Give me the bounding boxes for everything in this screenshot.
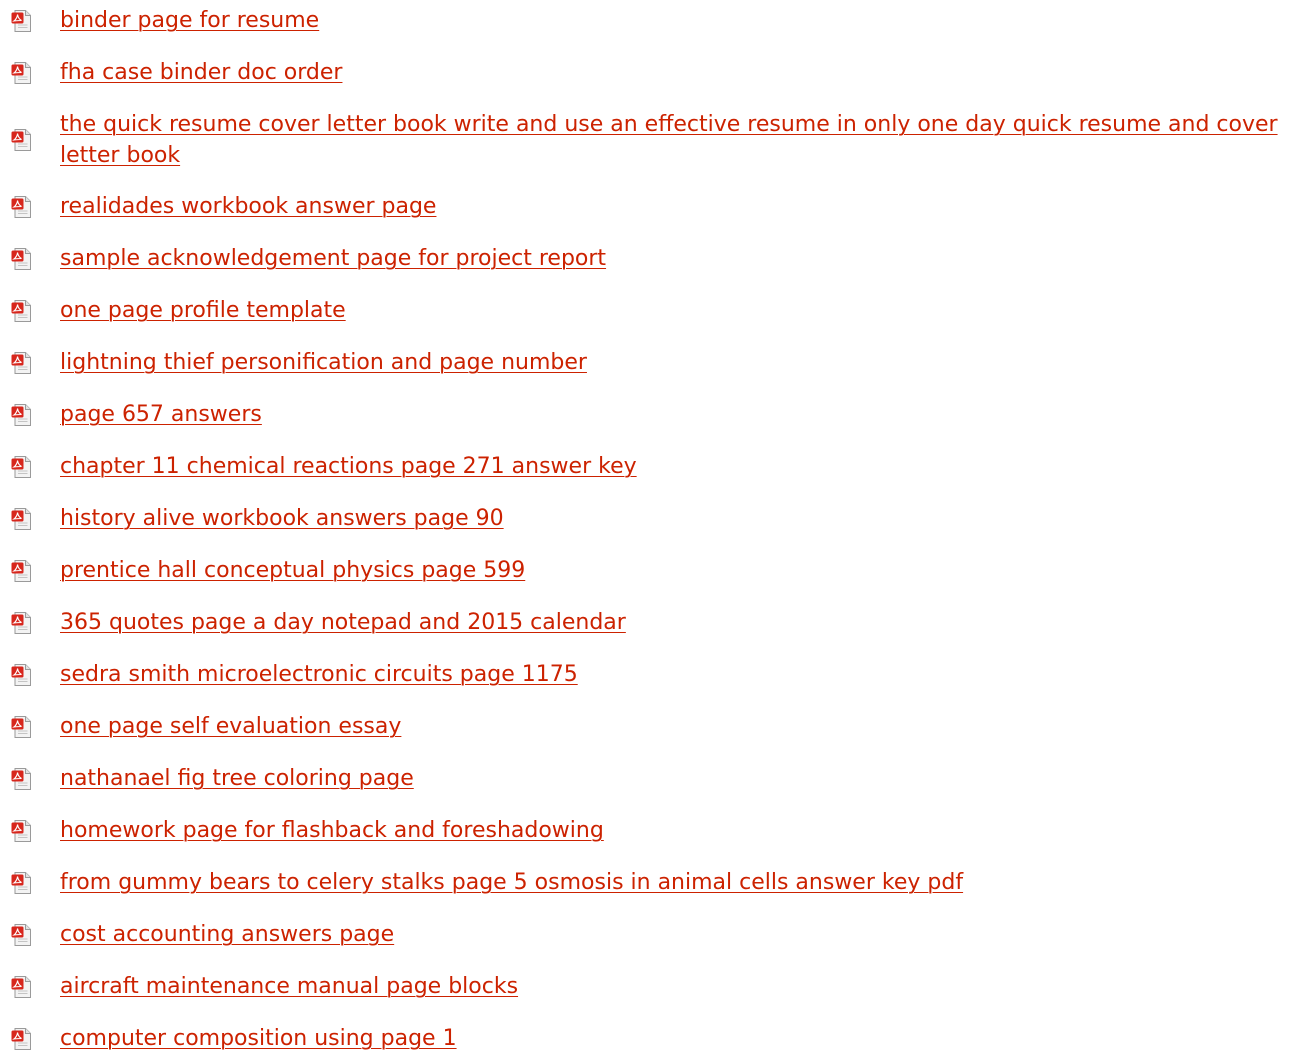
pdf-link[interactable]: lightning thief personification and page number: [60, 350, 587, 375]
pdf-link[interactable]: from gummy bears to celery stalks page 5 osmosis in animal cells answer key pdf: [60, 870, 964, 895]
pdf-link[interactable]: computer composition using page 1: [60, 1026, 457, 1051]
pdf-file-icon: [10, 128, 34, 152]
pdf-file-icon: [10, 247, 34, 271]
pdf-file-icon: [10, 507, 34, 531]
pdf-file-icon: [10, 9, 34, 33]
pdf-file-icon: [10, 975, 34, 999]
pdf-link[interactable]: prentice hall conceptual physics page 599: [60, 558, 526, 583]
pdf-link[interactable]: one page self evaluation essay: [60, 714, 402, 739]
pdf-file-icon: [10, 61, 34, 85]
pdf-link[interactable]: history alive workbook answers page 90: [60, 506, 504, 531]
pdf-link[interactable]: sedra smith microelectronic circuits page 1175: [60, 662, 578, 687]
pdf-file-icon: [10, 819, 34, 843]
pdf-link[interactable]: sample acknowledgement page for project report: [60, 246, 607, 271]
pdf-link[interactable]: cost accounting answers page: [60, 922, 395, 947]
pdf-link[interactable]: the quick resume cover letter book write and use an effective resume in only one day quick resume and cover letter book: [60, 112, 1278, 168]
pdf-file-icon: [10, 351, 34, 375]
pdf-link[interactable]: 365 quotes page a day notepad and 2015 calendar: [60, 610, 626, 635]
pdf-link[interactable]: aircraft maintenance manual page blocks: [60, 974, 519, 999]
pdf-file-icon: [10, 403, 34, 427]
pdf-link[interactable]: homework page for flashback and foreshadowing: [60, 818, 604, 843]
pdf-file-icon: [10, 299, 34, 323]
pdf-file-icon: [10, 871, 34, 895]
pdf-file-icon: [10, 1027, 34, 1051]
pdf-file-icon: [10, 455, 34, 479]
pdf-link[interactable]: page 657 answers: [60, 402, 262, 427]
pdf-file-icon: [10, 923, 34, 947]
pdf-file-icon: [10, 715, 34, 739]
pdf-link[interactable]: fha case binder doc order: [60, 60, 343, 85]
pdf-file-icon: [10, 767, 34, 791]
pdf-link[interactable]: binder page for resume: [60, 8, 320, 33]
pdf-file-icon: [10, 559, 34, 583]
pdf-file-icon: [10, 611, 34, 635]
pdf-link[interactable]: nathanael fig tree coloring page: [60, 766, 414, 791]
pdf-link[interactable]: one page profile template: [60, 298, 346, 323]
pdf-file-icon: [10, 195, 34, 219]
pdf-file-icon: [10, 663, 34, 687]
pdf-link[interactable]: realidades workbook answer page: [60, 194, 437, 219]
pdf-link[interactable]: chapter 11 chemical reactions page 271 answer key: [60, 454, 637, 479]
